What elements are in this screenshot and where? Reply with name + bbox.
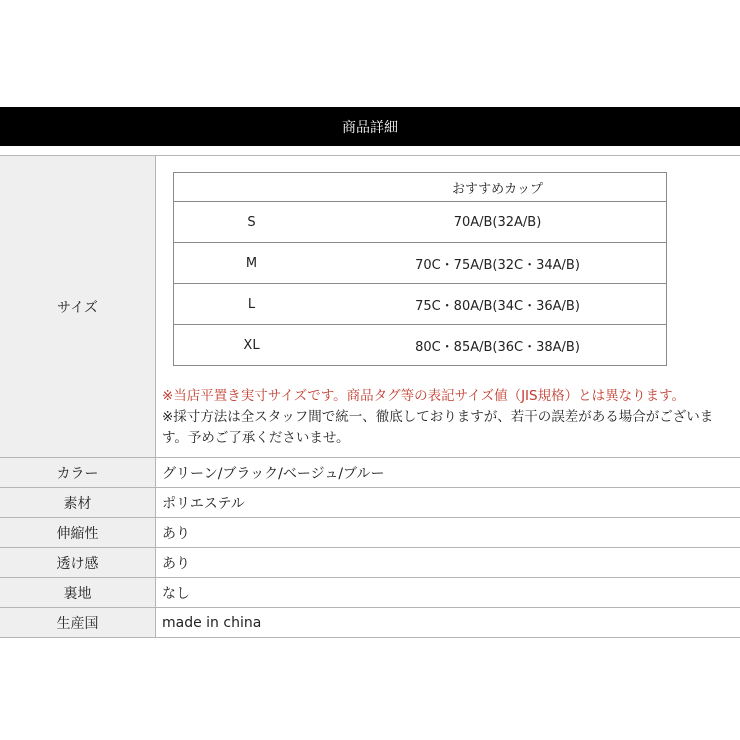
spec-value: グリーン/ブラック/ベージュ/ブルー — [156, 458, 740, 488]
size-name: L — [174, 284, 330, 325]
page-title: 商品詳細 — [342, 119, 398, 136]
spec-label: カラー — [0, 458, 156, 488]
size-note-warning: ※当店平置き実寸サイズです。商品タグ等の表記サイズ値（JIS規格）とは異なります。 — [162, 388, 686, 404]
size-name: M — [174, 243, 330, 284]
spec-row-lining — [0, 578, 740, 608]
spec-value: あり — [156, 518, 740, 548]
size-note-measurement: ※採寸方法は全スタッフ間で統一、徹底しておりますが、若干の誤差がある場合がございます。予めご了承くださいませ。 — [162, 409, 714, 446]
cup-header: おすすめカップ — [329, 173, 667, 202]
cup-value: 70C・75A/B(32C・34A/B) — [329, 243, 667, 284]
spec-row-sheerness — [0, 548, 740, 578]
size-chart-row — [174, 243, 667, 284]
cup-value: 70A/B(32A/B) — [329, 202, 667, 243]
product-details-table — [0, 155, 740, 638]
spec-row-color — [0, 458, 740, 488]
size-value — [156, 156, 740, 458]
spec-label: 生産国 — [0, 608, 156, 638]
spec-label: 伸縮性 — [0, 518, 156, 548]
spec-value: あり — [156, 548, 740, 578]
cup-value: 75C・80A/B(34C・36A/B) — [329, 284, 667, 325]
size-chart-row — [174, 202, 667, 243]
size-label: サイズ — [0, 156, 156, 458]
spec-label: 裏地 — [0, 578, 156, 608]
size-chart-row — [174, 325, 667, 366]
spec-value: made in china — [156, 608, 740, 638]
spec-label: 素材 — [0, 488, 156, 518]
size-name: XL — [243, 337, 260, 353]
size-chart-corner — [174, 173, 330, 202]
size-chart-header — [174, 173, 667, 202]
spec-row-origin — [0, 608, 740, 638]
spec-value: ポリエステル — [156, 488, 740, 518]
size-notes — [162, 386, 740, 449]
cup-value: 80C・85A/B(36C・38A/B) — [415, 339, 580, 355]
size-row — [0, 156, 740, 458]
size-name: S — [174, 202, 330, 243]
size-chart-row — [174, 284, 667, 325]
size-chart — [173, 172, 667, 366]
header-bar — [0, 107, 740, 146]
spec-row-stretch — [0, 518, 740, 548]
spec-value: なし — [156, 578, 740, 608]
spec-label: 透け感 — [0, 548, 156, 578]
spec-row-material — [0, 488, 740, 518]
